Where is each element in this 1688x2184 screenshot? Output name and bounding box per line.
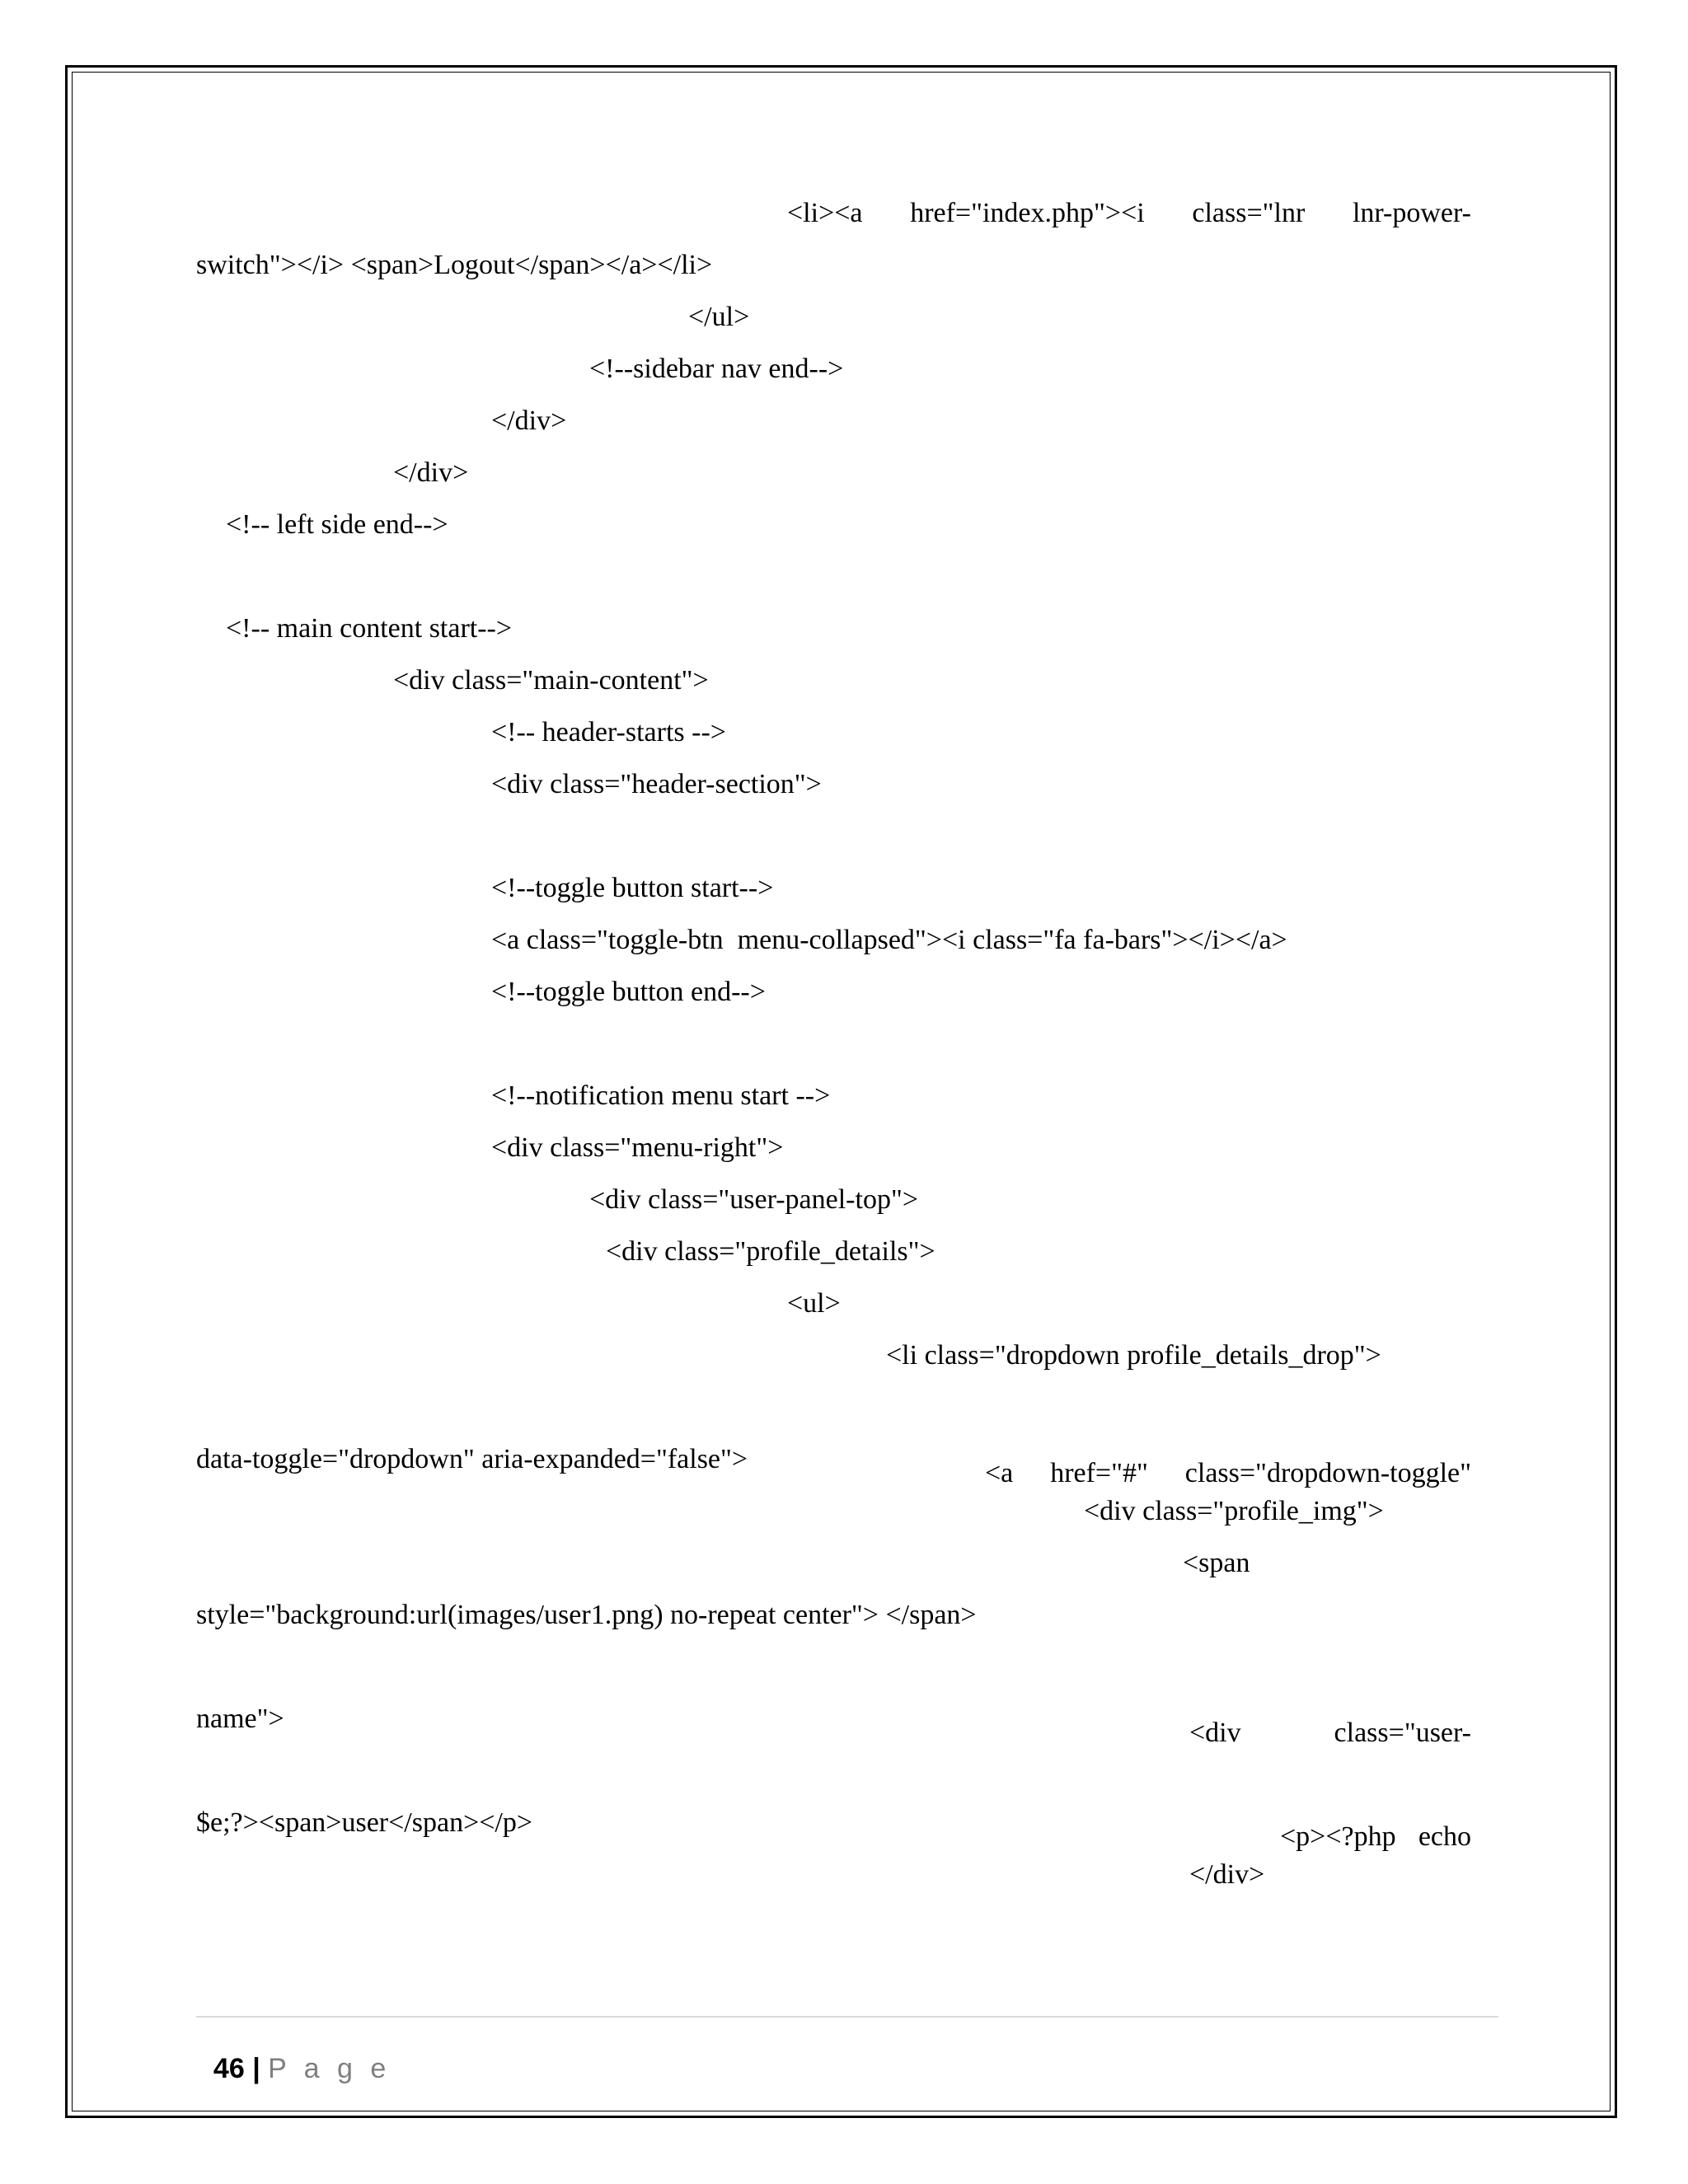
code-word: class="lnr — [1192, 198, 1306, 228]
page-number: 46 — [213, 2053, 245, 2084]
code-line: style="background:url(images/user1.png) no-repeat center"> </span> — [196, 1600, 977, 1630]
code-line: <div class="main-content"> — [393, 665, 709, 696]
page-label: P a g e — [268, 2053, 392, 2084]
code-line: <a class="toggle-btn menu-collapsed"><i class="fa fa-bars"></i></a> — [491, 925, 1287, 955]
page-footer — [198, 2014, 391, 2087]
code-line: </div> — [393, 457, 469, 488]
footer-rule — [196, 2016, 1498, 2018]
code-line: switch"></i> <span>Logout</span></a></li> — [196, 250, 713, 280]
code-line: <!-- left side end--> — [226, 509, 448, 540]
code-line: <!-- header-starts --> — [491, 717, 726, 748]
code-line: <span — [1183, 1548, 1250, 1578]
code-line: data-toggle="dropdown" aria-expanded="false"> — [196, 1444, 748, 1474]
code-line: </div> — [1189, 1859, 1265, 1890]
code-line: <!--sidebar nav end--> — [589, 354, 844, 384]
code-line: <p><?php echo — [1280, 1821, 1471, 1852]
code-line: $e;?><span>user</span></p> — [196, 1807, 533, 1838]
code-line — [787, 197, 1471, 230]
code-line: <div class="profile_img"> — [1084, 1496, 1384, 1526]
code-line: <li class="dropdown profile_details_drop"> — [886, 1340, 1381, 1371]
code-line: <div class="user-panel-top"> — [589, 1184, 919, 1215]
code-line: </div> — [491, 405, 567, 436]
code-line: </ul> — [688, 302, 750, 332]
code-line: <a href="#" class="dropdown-toggle" — [985, 1458, 1471, 1488]
code-word: lnr-power- — [1352, 198, 1471, 228]
code-line: <!--toggle button start--> — [491, 873, 774, 903]
code-line: <div class="user- — [1189, 1718, 1471, 1748]
code-line: <ul> — [787, 1288, 841, 1319]
code-word: <li><a — [787, 198, 863, 228]
code-line: <!--toggle button end--> — [491, 977, 766, 1007]
code-line: <!--notification menu start --> — [491, 1080, 831, 1111]
code-word: href="index.php"><i — [910, 198, 1145, 228]
code-line: <div class="profile_details"> — [606, 1236, 935, 1267]
footer-separator: | — [252, 2053, 260, 2084]
code-line: name"> — [196, 1704, 284, 1734]
code-line: <!-- main content start--> — [226, 613, 513, 644]
code-line: <div class="menu-right"> — [491, 1132, 784, 1163]
code-line: <div class="header-section"> — [491, 769, 822, 799]
